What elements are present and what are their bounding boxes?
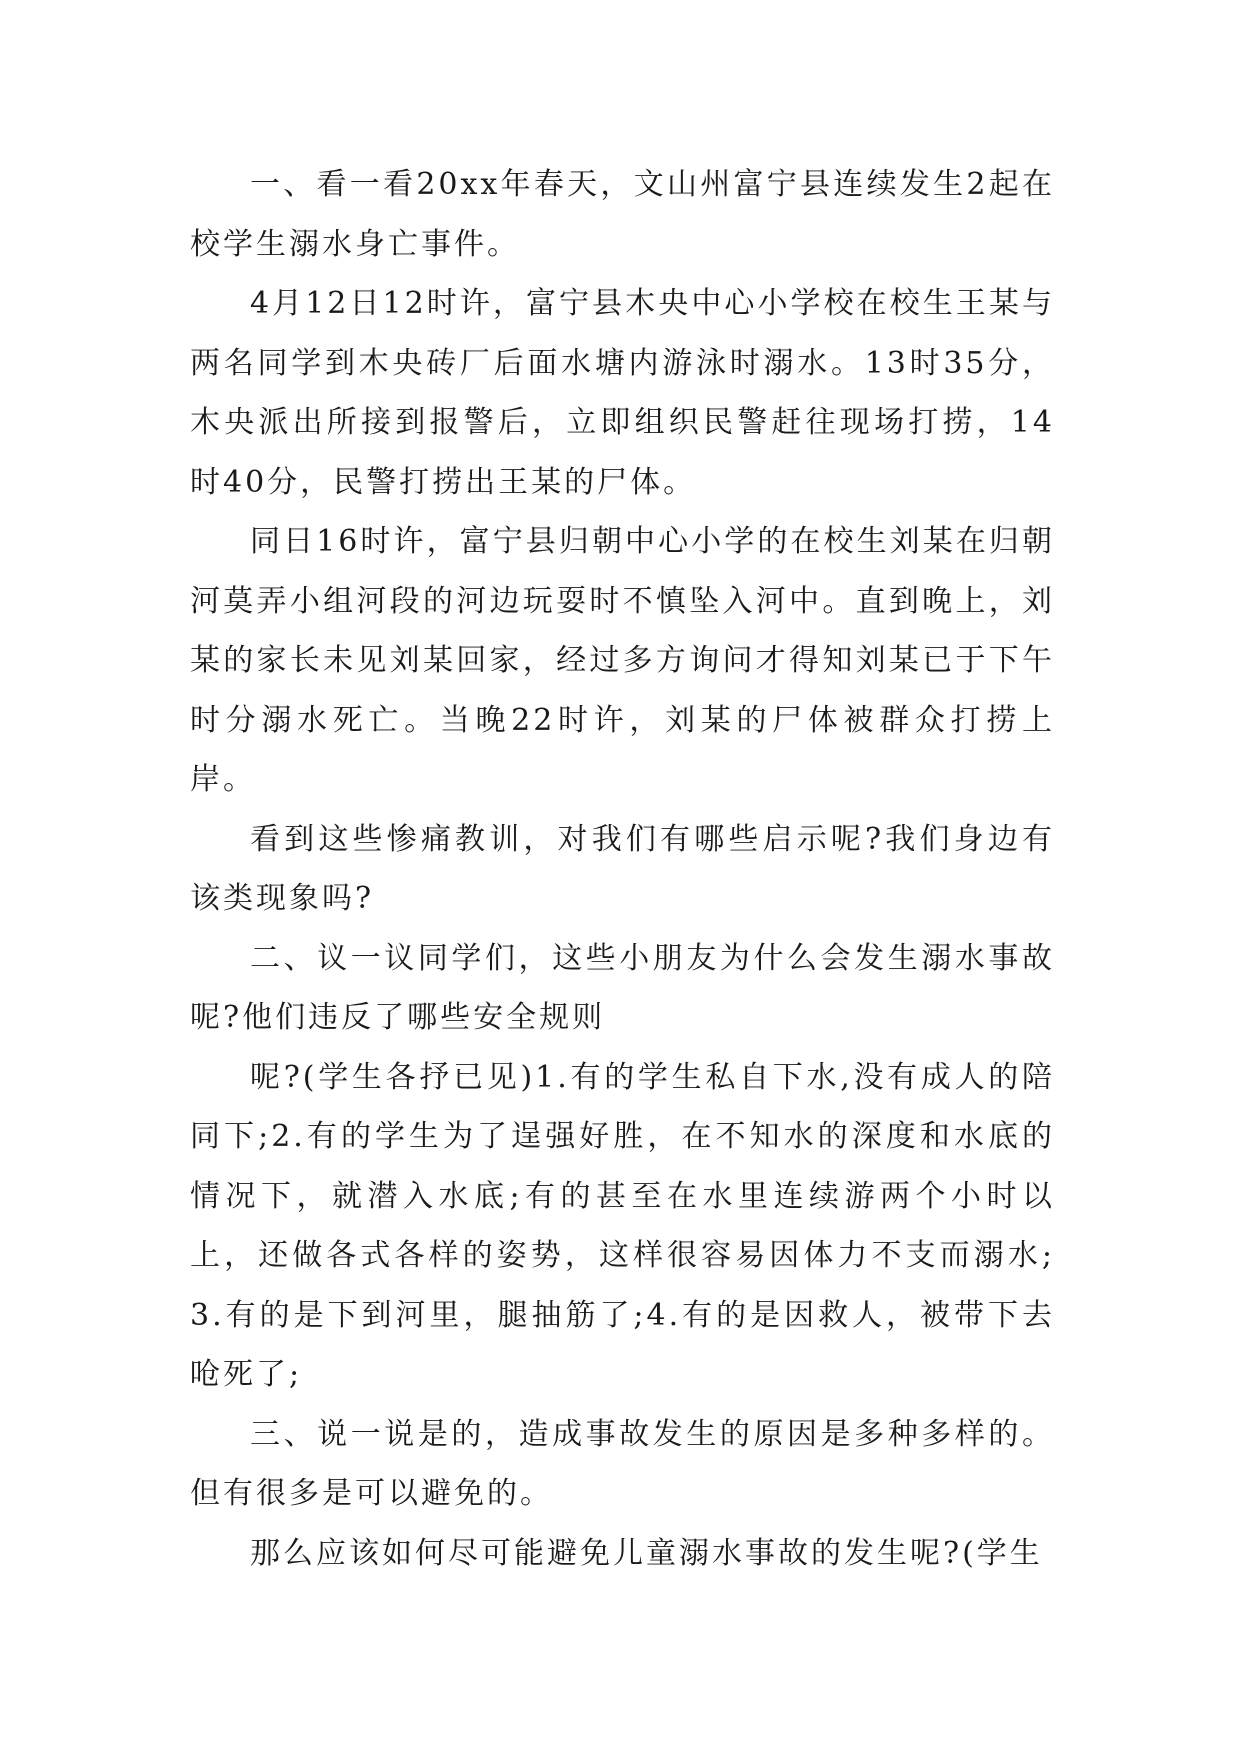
paragraph-incident-wang: 4月12日12时许，富宁县木央中心小学校在校生王某与两名同学到木央砖厂后面水塘内游泳时溺水。13时35分，木央派出所接到报警后，立即组织民警赶往现场打捞，14时40分，民警打捞出王某的尸体。 <box>190 286 1055 500</box>
document-body <box>190 155 1055 1583</box>
paragraph-reflection-question: 看到这些惨痛教训，对我们有哪些启示呢?我们身边有该类现象吗? <box>190 821 1055 916</box>
paragraph-causes: 三、说一说是的，造成事故发生的原因是多种多样的。但有很多是可以避免的。 <box>190 1416 1055 1511</box>
paragraph-discussion-heading: 二、议一议同学们，这些小朋友为什么会发生溺水事故呢?他们违反了哪些安全规则 <box>190 940 1055 1035</box>
paragraph-incident-liu: 同日16时许，富宁县归朝中心小学的在校生刘某在归朝河莫弄小组河段的河边玩耍时不慎坠入河中。直到晚上，刘某的家长未见刘某回家，经过多方询问才得知刘某已于下午时分溺水死亡。当晚22时许，刘某的尸体被群众打捞上岸。 <box>190 524 1055 797</box>
paragraph-intro: 一、看一看20xx年春天，文山州富宁县连续发生2起在校学生溺水身亡事件。 <box>190 167 1055 262</box>
paragraph-prevention-question: 那么应该如何尽可能避免儿童溺水事故的发生呢?(学生 <box>250 1535 1043 1571</box>
paragraph-student-answers: 呢?(学生各抒已见)1.有的学生私自下水,没有成人的陪同下;2.有的学生为了逞强好胜，在不知水的深度和水底的情况下，就潜入水底;有的甚至在水里连续游两个小时以上，还做各式各样的姿势，这样很容易因体力不支而溺水;3.有的是下到河里，腿抽筋了;4.有的是因救人，被带下去呛死了; <box>190 1059 1055 1392</box>
